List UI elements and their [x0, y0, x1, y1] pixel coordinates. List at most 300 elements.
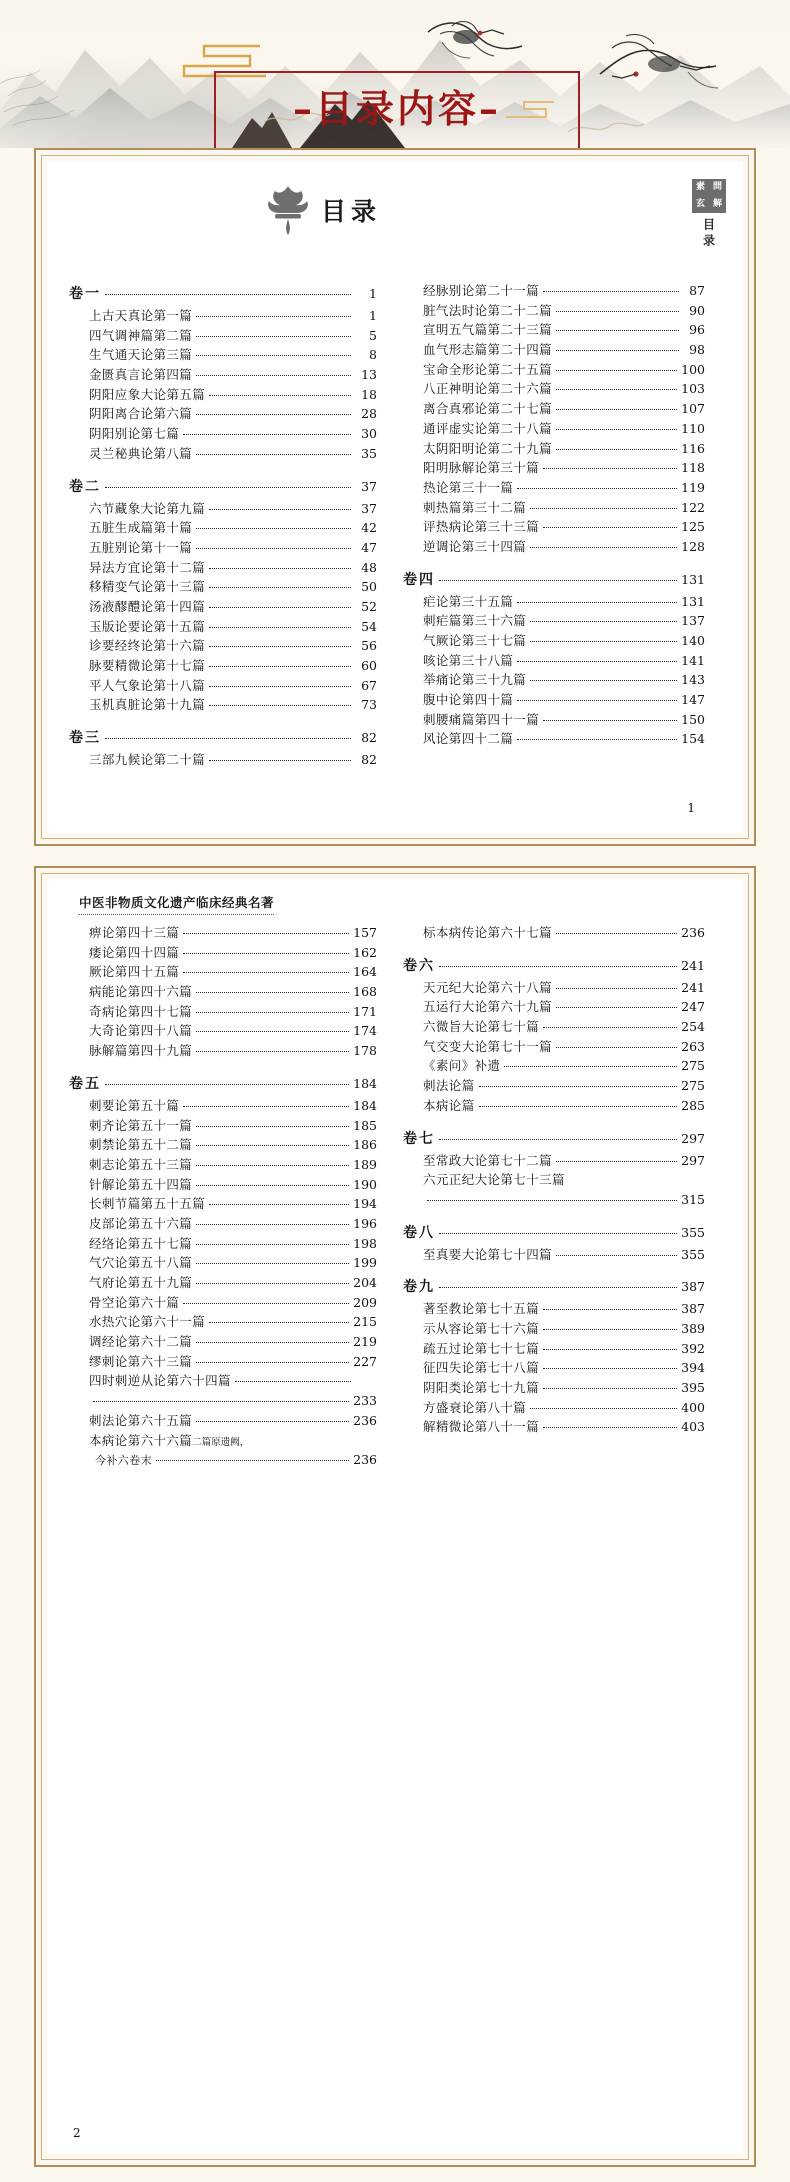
- toc-page-number: 285: [681, 1097, 705, 1113]
- toc-leader-dots: [556, 429, 677, 430]
- toc-entry-row[interactable]: [69, 1294, 377, 1310]
- toc-entry-row[interactable]: [403, 538, 705, 554]
- toc-entry-row[interactable]: [69, 1025, 377, 1038]
- toc-entry-row[interactable]: [69, 310, 377, 323]
- toc-entry-row[interactable]: [403, 1362, 705, 1375]
- toc-leader-dots: [196, 992, 349, 993]
- toc-entry-label: 刺齐论第五十一篇: [89, 1117, 193, 1133]
- toc-entry-row[interactable]: [69, 1215, 377, 1231]
- toc-leader-dots: [504, 1066, 677, 1067]
- toc-entry-row[interactable]: [69, 1412, 377, 1428]
- toc-leader-dots: [543, 1329, 677, 1330]
- toc-entry-label: 刺要论第五十篇: [89, 1097, 180, 1113]
- fleur-de-lis-ornament-icon: [265, 184, 311, 236]
- toc-leader-dots: [235, 1381, 351, 1382]
- toc-leader-dots: [209, 627, 351, 628]
- toc-entry-row[interactable]: [403, 1174, 705, 1187]
- toc-leader-dots: [530, 508, 677, 509]
- toc-leader-dots: [196, 316, 351, 317]
- toc-entry-row[interactable]: [403, 694, 705, 707]
- toc-leader-dots: [209, 395, 351, 396]
- toc-entry-row[interactable]: [403, 979, 705, 995]
- toc-leader-dots: [105, 1084, 349, 1085]
- toc-leader-dots: [530, 547, 677, 548]
- toc-page-number: 297: [681, 1152, 705, 1168]
- toc-leader-dots: [543, 1349, 677, 1350]
- toc-entry-row[interactable]: [403, 1303, 705, 1316]
- toc-page-number: 143: [681, 672, 705, 688]
- toc-entry-label: 疏五过论第七十七篇: [423, 1340, 540, 1356]
- toc-leader-dots: [209, 705, 351, 706]
- toc-entry-row[interactable]: [403, 1152, 705, 1168]
- toc-leader-dots: [156, 1460, 349, 1461]
- toc-entry-row[interactable]: [69, 1316, 377, 1329]
- toc-volume-row[interactable]: [403, 1132, 705, 1146]
- toc-entry-label: 示从容论第七十六篇: [423, 1320, 540, 1336]
- toc-leader-dots: [196, 1145, 349, 1146]
- toc-entry-row[interactable]: [403, 420, 705, 436]
- toc-entry-label: 痹论第四十三篇: [89, 925, 180, 940]
- toc-entry-label: 四气调神篇第二篇: [89, 327, 193, 343]
- toc-leader-dots: [543, 468, 677, 469]
- toc-leader-dots: [556, 350, 679, 351]
- toc-entry-row[interactable]: [69, 539, 377, 555]
- toc-entry-label: 厥论第四十五篇: [89, 964, 180, 980]
- toc-entry-row[interactable]: [403, 1246, 705, 1262]
- toc-entry-row[interactable]: [403, 1038, 705, 1054]
- toc-entry-row[interactable]: [403, 462, 705, 475]
- toc-volume-row[interactable]: [403, 959, 705, 973]
- toc-entry-label: 脏气法时论第二十二篇: [423, 302, 553, 318]
- toc-entry-label: 热论第三十一篇: [423, 479, 514, 495]
- toc-page-number: 236: [681, 925, 705, 940]
- toc-volume-label: 卷二: [69, 478, 101, 495]
- toc-entry-row[interactable]: [69, 1198, 377, 1211]
- flying-crane-icon: [418, 18, 528, 76]
- toc-leader-dots: [543, 1368, 677, 1369]
- toc-leader-dots: [543, 527, 677, 528]
- toc-columns-page1: [47, 285, 743, 774]
- toc-entry-label: 阴阳应象大论第五篇: [89, 386, 206, 402]
- toc-page-number: 128: [681, 538, 705, 554]
- toc-entry-row[interactable]: [69, 944, 377, 960]
- toc-entry-label: 脉解篇第四十九篇: [89, 1043, 193, 1059]
- toc-entry-row[interactable]: [69, 1045, 377, 1058]
- toc-entry-label: 刺腰痛篇第四十一篇: [423, 711, 540, 727]
- toc-leader-dots: [105, 294, 351, 295]
- page-inner-border: [41, 155, 749, 839]
- toc-entry-row[interactable]: [69, 369, 377, 382]
- toc-entry-row[interactable]: [69, 966, 377, 979]
- toc-entry-label: 玉机真脏论第十九篇: [89, 697, 206, 713]
- toc-entry-row[interactable]: [403, 1421, 705, 1434]
- toc-page-number: 168: [353, 984, 377, 1000]
- toc-page-number: 315: [681, 1191, 705, 1207]
- toc-leader-dots: [196, 1342, 349, 1343]
- toc-leader-dots: [209, 646, 351, 647]
- toc-entry-row[interactable]: [403, 1399, 705, 1415]
- toc-leader-dots: [196, 1165, 349, 1166]
- toc-entry-label: 逆调论第三十四篇: [423, 538, 527, 554]
- toc-entry-label: 金匮真言论第四篇: [89, 367, 193, 383]
- toc-volume-row[interactable]: [403, 1280, 705, 1294]
- toc-leader-dots: [556, 1161, 677, 1162]
- toc-entry-row[interactable]: [69, 1003, 377, 1019]
- toc-entry-label: 至真要大论第七十四篇: [423, 1246, 553, 1262]
- toc-entry-label: 异法方宜论第十二篇: [89, 559, 206, 575]
- toc-leader-dots: [183, 933, 349, 934]
- toc-entry-row[interactable]: [69, 559, 377, 575]
- toc-page-number: 392: [681, 1340, 705, 1356]
- toc-entry-label: 生气通天论第三篇: [89, 347, 193, 363]
- toc-entry-row[interactable]: [403, 521, 705, 534]
- toc-entry-row[interactable]: [69, 1277, 377, 1290]
- toc-leader-dots: [196, 454, 351, 455]
- toc-entry-row[interactable]: [69, 699, 377, 712]
- toc-entry-label: 调经论第六十二篇: [89, 1334, 193, 1350]
- toc-entry-row[interactable]: [69, 581, 377, 594]
- toc-page-number: 125: [681, 519, 705, 535]
- toc-entry-label: 大奇论第四十八篇: [89, 1023, 193, 1039]
- toc-entry-row[interactable]: [69, 927, 377, 940]
- seal-icon: 素 問 玄 解: [692, 179, 726, 213]
- toc-entry-row[interactable]: [69, 1139, 377, 1152]
- toc-leader-dots: [93, 1401, 349, 1402]
- toc-leader-dots: [517, 739, 677, 740]
- toc-entry-label: 长刺节篇第五十五篇: [89, 1196, 206, 1212]
- toc-entry-label: 奇病论第四十七篇: [89, 1003, 193, 1019]
- toc-entry-row[interactable]: [69, 408, 377, 421]
- toc-page-number: 154: [681, 731, 705, 747]
- toc-entry-row[interactable]: [403, 383, 705, 396]
- toc-entry-label: 阴阳类论第七十九篇: [423, 1380, 540, 1395]
- toc-entry-row[interactable]: [69, 1257, 377, 1270]
- toc-entry-row[interactable]: [69, 522, 377, 535]
- toc-entry-row[interactable]: [69, 754, 377, 767]
- toc-entry-label: 今补六卷末: [95, 1454, 152, 1468]
- toc-entry-row[interactable]: [69, 618, 377, 634]
- toc-entry-label: 评热病论第三十三篇: [423, 519, 540, 535]
- toc-entry-label: 八正神明论第二十六篇: [423, 381, 553, 397]
- page-inner-border: [41, 873, 749, 2160]
- toc-leader-dots: [556, 370, 677, 371]
- toc-leader-dots: [196, 1185, 349, 1186]
- toc-entry-label: 气交变大论第七十一篇: [423, 1038, 553, 1054]
- toc-entry-label: 诊要经终论第十六篇: [89, 638, 206, 654]
- toc-entry-row[interactable]: [403, 1320, 705, 1336]
- toc-page-number: 233: [353, 1393, 377, 1409]
- toc-entry-row[interactable]: [69, 1353, 377, 1369]
- toc-page-number: 389: [681, 1320, 705, 1336]
- toc-entry-row[interactable]: [69, 1395, 377, 1408]
- toc-leader-dots: [209, 666, 351, 667]
- toc-entry-row[interactable]: [403, 440, 705, 456]
- toc-page-number: 82: [361, 730, 377, 746]
- toc-entry-row[interactable]: [69, 1454, 377, 1467]
- toc-entry-row[interactable]: [69, 640, 377, 653]
- toc-leader-dots: [517, 488, 677, 489]
- toc-page-number: 87: [689, 283, 705, 298]
- toc-entry-row[interactable]: [69, 445, 377, 461]
- toc-volume-row[interactable]: [403, 1226, 705, 1240]
- toc-entry-label: 灵兰秘典论第八篇: [89, 445, 193, 461]
- toc-page-2: [34, 866, 756, 2167]
- toc-entry-note: 二篇原遗阙，: [192, 1436, 250, 1448]
- toc-entry-row[interactable]: [403, 635, 705, 648]
- toc-entry-row[interactable]: [69, 1235, 377, 1251]
- toc-page-number: 82: [361, 752, 377, 768]
- toc-entry-row[interactable]: [403, 479, 705, 495]
- toc-leader-dots: [196, 1126, 349, 1127]
- toc-page-number: 8: [369, 347, 377, 363]
- toc-entry-label: 四时刺逆从论第六十四篇: [89, 1373, 231, 1389]
- toc-leader-dots: [427, 1200, 677, 1201]
- toc-leader-dots: [556, 1007, 677, 1008]
- toc-page-number: 103: [681, 381, 705, 397]
- toc-leader-dots: [183, 1303, 349, 1304]
- toc-entry-label: 风论第四十二篇: [423, 731, 514, 747]
- toc-entry-label: 六微旨大论第七十篇: [423, 1019, 540, 1035]
- toc-page-number: 387: [681, 1279, 705, 1295]
- toc-entry-row[interactable]: [403, 1021, 705, 1034]
- toc-entry-row[interactable]: [403, 1382, 705, 1395]
- toc-entry-row[interactable]: [69, 598, 377, 614]
- toc-page-number: 174: [353, 1023, 377, 1039]
- toc-entry-row[interactable]: [69, 349, 377, 362]
- toc-page-number: 42: [361, 520, 377, 536]
- toc-columns-page2: [47, 927, 743, 1474]
- toc-page-number: 236: [353, 1412, 377, 1428]
- toc-volume-label: 卷六: [403, 957, 435, 974]
- toc-page-number: 263: [681, 1038, 705, 1054]
- toc-leader-dots: [556, 389, 677, 390]
- toc-leader-dots: [196, 528, 351, 529]
- toc-page-number: 275: [681, 1078, 705, 1094]
- toc-entry-label: 咳论第三十八篇: [423, 652, 514, 668]
- toc-leader-dots: [530, 1408, 677, 1409]
- toc-entry-row[interactable]: [403, 361, 705, 377]
- toc-leader-dots: [543, 1388, 677, 1389]
- toc-entry-row[interactable]: [403, 593, 705, 609]
- toc-leader-dots: [209, 686, 351, 687]
- toc-entry-row[interactable]: [69, 1432, 377, 1448]
- toc-page-number: 164: [353, 964, 377, 980]
- header-banner: [0, 0, 790, 148]
- toc-entry-label: 针解论第五十四篇: [89, 1176, 193, 1192]
- toc-entry-label: 举痛论第三十九篇: [423, 672, 527, 688]
- toc-leader-dots: [556, 311, 679, 312]
- toc-entry-label: 平人气象论第十八篇: [89, 677, 206, 693]
- toc-page-number: 209: [353, 1294, 377, 1310]
- toc-entry-row[interactable]: [69, 660, 377, 673]
- toc-entry-row[interactable]: [69, 677, 377, 693]
- toc-spacer: [69, 468, 377, 478]
- toc-entry-row[interactable]: [69, 1176, 377, 1192]
- toc-entry-label: 征四失论第七十八篇: [423, 1360, 540, 1376]
- toc-leader-dots: [209, 1204, 349, 1205]
- toc-entry-row[interactable]: [403, 733, 705, 746]
- toc-leader-dots: [530, 641, 677, 642]
- toc-page-number: 67: [361, 677, 377, 693]
- toc-entry-label: 疟论第三十五篇: [423, 593, 514, 609]
- toc-entry-row[interactable]: [69, 428, 377, 441]
- toc-entry-label: 气府论第五十九篇: [89, 1275, 193, 1290]
- toc-entry-row[interactable]: [403, 711, 705, 727]
- toc-page-number: 37: [361, 500, 377, 516]
- toc-page-number: 247: [681, 999, 705, 1015]
- toc-page-number: 184: [353, 1075, 377, 1091]
- toc-entry-row[interactable]: [403, 927, 705, 940]
- toc-page-number: 241: [681, 957, 705, 973]
- toc-page-number: 355: [681, 1224, 705, 1240]
- toc-page-number: 387: [681, 1301, 705, 1317]
- toc-entry-row[interactable]: [403, 615, 705, 628]
- toc-entry-row[interactable]: [403, 302, 705, 318]
- toc-leader-dots: [209, 509, 351, 510]
- toc-leader-dots: [556, 1047, 677, 1048]
- toc-entry-row[interactable]: [403, 1080, 705, 1093]
- toc-volume-row[interactable]: [69, 731, 377, 745]
- toc-page-number: 171: [353, 1003, 377, 1019]
- toc-entry-row[interactable]: [69, 1117, 377, 1133]
- toc-entry-row[interactable]: [69, 986, 377, 999]
- toc-leader-dots: [183, 434, 351, 435]
- toc-leader-dots: [543, 1027, 677, 1028]
- toc-volume-label: 卷八: [403, 1224, 435, 1241]
- toc-entry-label: 宣明五气篇第二十三篇: [423, 322, 553, 338]
- toc-entry-row[interactable]: [403, 1060, 705, 1073]
- toc-page-number: 219: [353, 1334, 377, 1350]
- toc-entry-row[interactable]: [69, 1375, 377, 1388]
- toc-entry-label: 五运行大论第六十九篇: [423, 999, 553, 1015]
- toc-heading: [265, 184, 381, 236]
- toc-page-number: 119: [681, 479, 705, 495]
- toc-page-number: 60: [361, 658, 377, 673]
- toc-page-number: 35: [361, 445, 377, 461]
- toc-page-number: 150: [681, 711, 705, 727]
- toc-leader-dots: [556, 449, 677, 450]
- toc-entry-row[interactable]: [403, 1001, 705, 1014]
- toc-entry-row[interactable]: [69, 500, 377, 516]
- toc-entry-label: 三部九候论第二十篇: [89, 752, 206, 768]
- toc-page-number: 147: [681, 692, 705, 708]
- page-1-content: [47, 161, 743, 833]
- toc-entry-label: 六元正纪大论第七十三篇: [423, 1172, 565, 1188]
- toc-page-number: 30: [361, 426, 377, 442]
- toc-page-number: 131: [681, 593, 705, 609]
- toc-leader-dots: [196, 1224, 349, 1225]
- toc-entry-label: 方盛衰论第八十篇: [423, 1399, 527, 1415]
- toc-column-left: [47, 285, 395, 774]
- toc-entry-label: 气穴论第五十八篇: [89, 1255, 193, 1271]
- toc-entry-row[interactable]: [403, 324, 705, 337]
- toc-entry-row[interactable]: [403, 652, 705, 668]
- toc-entry-label: 刺疟篇第三十六篇: [423, 613, 527, 629]
- toc-leader-dots: [479, 1086, 678, 1087]
- toc-entry-label: 刺法论篇: [423, 1078, 475, 1094]
- toc-page-number: 186: [353, 1137, 377, 1153]
- toc-leader-dots: [517, 602, 677, 603]
- toc-volume-row[interactable]: [403, 573, 705, 587]
- toc-spacer: [403, 1120, 705, 1130]
- toc-volume-label: 卷四: [403, 571, 435, 588]
- toc-entry-row[interactable]: [69, 1156, 377, 1172]
- toc-leader-dots: [209, 568, 351, 569]
- toc-leader-dots: [556, 933, 677, 934]
- toc-leader-dots: [556, 409, 677, 410]
- toc-volume-label: 卷三: [69, 730, 101, 747]
- toc-page-number: 185: [353, 1117, 377, 1133]
- toc-leader-dots: [196, 1244, 349, 1245]
- toc-entry-row[interactable]: [403, 1340, 705, 1356]
- toc-page-number: 48: [361, 559, 377, 575]
- toc-leader-dots: [439, 1139, 677, 1140]
- toc-column-right: [395, 927, 743, 1474]
- toc-entry-label: 通评虚实论第二十八篇: [423, 420, 553, 436]
- toc-entry-label: 痿论第四十四篇: [89, 944, 180, 960]
- toc-entry-label: 著至教论第七十五篇: [423, 1301, 540, 1317]
- toc-entry-row[interactable]: [403, 1097, 705, 1113]
- toc-leader-dots: [196, 1362, 349, 1363]
- toc-leader-dots: [543, 720, 677, 721]
- toc-entry-label: 阴阳别论第七篇: [89, 426, 180, 442]
- toc-volume-label: 卷五: [69, 1075, 101, 1092]
- toc-entry-row[interactable]: [403, 1191, 705, 1207]
- toc-entry-label: 至常政大论第七十二篇: [423, 1152, 553, 1168]
- toc-page-number: 47: [361, 539, 377, 555]
- toc-page-number: 90: [689, 302, 705, 318]
- toc-entry-row[interactable]: [69, 1336, 377, 1349]
- toc-volume-row[interactable]: [69, 287, 377, 301]
- toc-entry-label: 刺法论第六十五篇: [89, 1412, 193, 1428]
- toc-page-number: 196: [353, 1215, 377, 1231]
- toc-page-number: 5: [369, 327, 377, 343]
- toc-leader-dots: [209, 760, 351, 761]
- toc-spacer: [403, 947, 705, 957]
- toc-entry-row[interactable]: [403, 344, 705, 357]
- toc-entry-label: 解精微论第八十一篇: [423, 1419, 540, 1435]
- toc-volume-label: 卷一: [69, 286, 101, 302]
- running-header: 中医非物质文化遗产临床经典名著: [79, 893, 274, 915]
- toc-page-number: 110: [681, 420, 705, 436]
- toc-leader-dots: [479, 1106, 678, 1107]
- toc-entry-label: 五脏生成篇第十篇: [89, 520, 193, 536]
- toc-leader-dots: [439, 580, 677, 581]
- toc-entry-row[interactable]: [403, 499, 705, 515]
- toc-page-number: 400: [681, 1399, 705, 1415]
- toc-page-number: 28: [361, 406, 377, 422]
- toc-leader-dots: [439, 966, 677, 967]
- toc-leader-dots: [196, 1263, 349, 1264]
- folio-number: 1: [687, 801, 695, 815]
- toc-page-number: 241: [681, 979, 705, 995]
- toc-entry-row[interactable]: [403, 674, 705, 687]
- toc-volume-row[interactable]: [69, 480, 377, 494]
- toc-volume-row[interactable]: [69, 1077, 377, 1091]
- toc-entry-row[interactable]: [403, 285, 705, 298]
- toc-page-number: 73: [361, 697, 377, 713]
- toc-entry-row[interactable]: [69, 327, 377, 343]
- toc-entry-row[interactable]: [69, 386, 377, 402]
- toc-page-number: 204: [353, 1275, 377, 1290]
- toc-entry-row[interactable]: [403, 403, 705, 416]
- toc-entry-label: 皮部论第五十六篇: [89, 1215, 193, 1231]
- flying-crane-icon: [592, 30, 722, 96]
- toc-leader-dots: [196, 1012, 349, 1013]
- toc-leader-dots: [196, 355, 351, 356]
- toc-entry-label: 腹中论第四十篇: [423, 692, 514, 708]
- toc-entry-row[interactable]: [69, 1097, 377, 1113]
